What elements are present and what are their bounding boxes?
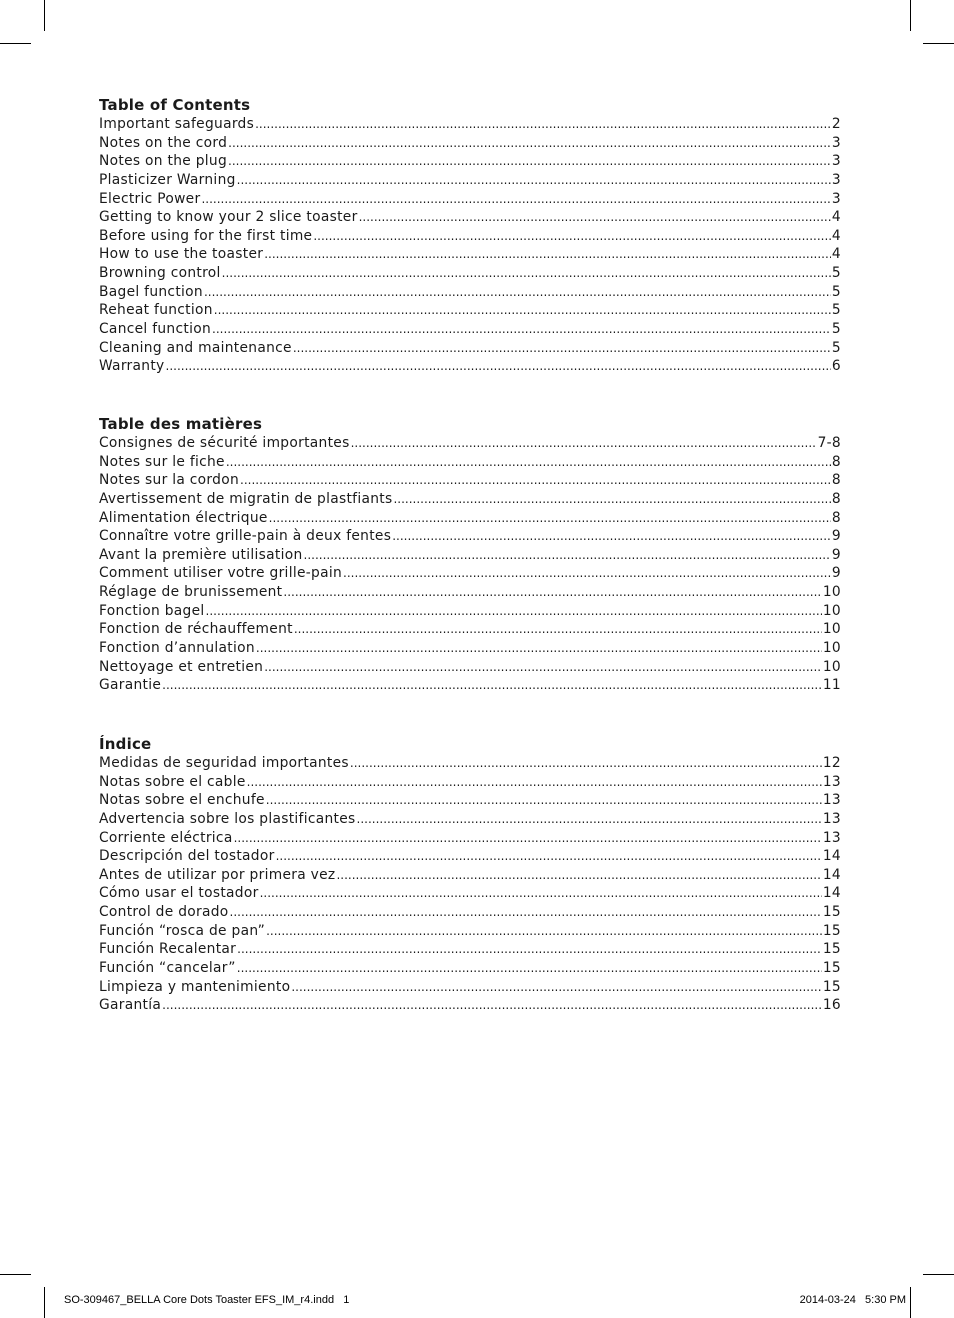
crop-mark-bottom-left-horizontal — [0, 1274, 31, 1275]
toc-entry — [99, 546, 841, 565]
toc-entry — [99, 810, 841, 829]
toc-entry-page-number: 8 — [831, 490, 841, 507]
toc-entry — [99, 884, 841, 903]
dot-leader — [237, 940, 822, 959]
toc-entry-page-number: 10 — [822, 602, 841, 619]
toc-entry-title: Función Recalentar — [99, 941, 237, 958]
toc-entry-title: Medidas de seguridad importantes — [99, 755, 349, 771]
dot-leader — [260, 884, 822, 903]
toc-entry — [99, 471, 841, 490]
toc-entry-page-number: 10 — [822, 640, 841, 657]
toc-entry — [99, 959, 841, 978]
dot-leader — [336, 866, 821, 885]
toc-entry — [99, 773, 841, 792]
toc-entry — [99, 564, 841, 583]
toc-entry-title: Notes on the plug — [99, 153, 228, 170]
toc-entry — [99, 190, 841, 209]
dot-leader — [162, 996, 822, 1015]
toc-entry-title: Cancel function — [99, 321, 211, 338]
toc-entry-page-number: 5 — [831, 302, 841, 319]
dot-leader — [393, 490, 830, 509]
toc-entry — [99, 527, 841, 546]
toc-entry-title: Cleaning and maintenance — [99, 339, 292, 356]
toc-entry-page-number: 15 — [822, 978, 841, 995]
toc-section-french — [99, 414, 841, 695]
toc-entry — [99, 940, 841, 959]
toc-entry-page-number: 6 — [831, 358, 841, 375]
toc-entry-page-number: 9 — [831, 528, 841, 545]
dot-leader — [359, 208, 831, 227]
toc-entry-page-number: 9 — [831, 546, 841, 563]
toc-entry — [99, 620, 841, 639]
toc-entry-page-number: 15 — [822, 960, 841, 977]
dot-leader — [228, 152, 831, 171]
toc-entry-title: Connaître votre grille-pain à deux fentes — [99, 528, 392, 545]
dot-leader — [212, 320, 831, 339]
toc-entry-title: Important safeguards — [99, 116, 255, 132]
dot-leader — [240, 471, 831, 490]
toc-entry-title: Fonction bagel — [99, 602, 205, 619]
toc-entry — [99, 453, 841, 472]
toc-entry-page-number: 14 — [822, 848, 841, 865]
toc-entry — [99, 339, 841, 358]
toc-entry-title: Garantie — [99, 677, 162, 694]
crop-mark-bottom-right-vertical — [910, 1287, 911, 1318]
toc-entry-page-number: 8 — [831, 453, 841, 470]
dot-leader — [276, 847, 822, 866]
toc-list — [99, 754, 841, 1015]
toc-section-spanish — [99, 734, 841, 1015]
section-heading: Table of Contents — [99, 96, 251, 114]
toc-entry-page-number: 7-8 — [817, 435, 841, 451]
toc-entry — [99, 996, 841, 1015]
toc-entry-title: Control de dorado — [99, 904, 229, 921]
toc-entry-page-number: 5 — [831, 339, 841, 356]
dot-leader — [293, 339, 831, 358]
toc-entry — [99, 978, 841, 997]
toc-entry — [99, 227, 841, 246]
toc-entry-page-number: 16 — [822, 997, 841, 1014]
toc-entry — [99, 602, 841, 621]
print-timestamp: 2014-03-24 5:30 PM — [799, 1294, 906, 1306]
toc-entry-title: Alimentation électrique — [99, 509, 268, 526]
toc-entry-title: Warranty — [99, 358, 165, 375]
toc-entry-page-number: 13 — [822, 792, 841, 809]
toc-entry-page-number: 4 — [831, 227, 841, 244]
toc-entry — [99, 829, 841, 848]
toc-entry-page-number: 3 — [831, 153, 841, 170]
toc-entry-page-number: 10 — [822, 584, 841, 601]
toc-list — [99, 434, 841, 695]
toc-entry-title: Corriente eléctrica — [99, 829, 233, 846]
dot-leader — [266, 922, 822, 941]
toc-entry-page-number: 4 — [831, 209, 841, 226]
dot-leader — [269, 509, 831, 528]
dot-leader — [237, 959, 822, 978]
toc-entry — [99, 264, 841, 283]
toc-entry — [99, 754, 841, 773]
toc-entry — [99, 490, 841, 509]
toc-entry-page-number: 8 — [831, 472, 841, 489]
crop-mark-bottom-right-horizontal — [923, 1274, 954, 1275]
toc-entry-title: Fonction de réchauffement — [99, 621, 293, 638]
toc-entry-title: Función “rosca de pan” — [99, 922, 266, 939]
toc-entry — [99, 357, 841, 376]
dot-leader — [230, 903, 822, 922]
dot-leader — [343, 564, 831, 583]
dot-leader — [291, 978, 822, 997]
toc-entry — [99, 115, 841, 134]
toc-entry-title: Browning control — [99, 265, 221, 282]
toc-entry-title: Notes sur le fiche — [99, 453, 225, 470]
toc-entry-title: Notes sur la cordon — [99, 472, 239, 489]
dot-leader — [206, 602, 822, 621]
toc-entry — [99, 922, 841, 941]
dot-leader — [228, 134, 831, 153]
toc-entry-title: Réglage de brunissement — [99, 584, 283, 601]
toc-entry-title: Antes de utilizar por primera vez — [99, 866, 336, 883]
toc-entry — [99, 866, 841, 885]
dot-leader — [351, 434, 817, 453]
toc-entry-title: Cómo usar el tostador — [99, 885, 259, 902]
toc-entry-title: Plasticizer Warning — [99, 171, 236, 188]
toc-entry-page-number: 9 — [831, 565, 841, 582]
toc-entry-title: Fonction d’annulation — [99, 640, 255, 657]
toc-entry-page-number: 13 — [822, 829, 841, 846]
dot-leader — [255, 115, 831, 134]
toc-entry-title: Limpieza y mantenimiento — [99, 978, 291, 995]
section-heading: Table des matières — [99, 415, 263, 433]
toc-entry — [99, 152, 841, 171]
toc-entry-page-number: 4 — [831, 246, 841, 263]
dot-leader — [166, 357, 831, 376]
dot-leader — [226, 453, 831, 472]
dot-leader — [264, 245, 831, 264]
toc-entry-title: Nettoyage et entretien — [99, 658, 264, 675]
dot-leader — [264, 658, 822, 677]
toc-entry-page-number: 14 — [822, 885, 841, 902]
crop-mark-bottom-left-vertical — [44, 1287, 45, 1318]
toc-entry-title: Notes on the cord — [99, 134, 228, 151]
crop-mark-top-right-horizontal — [923, 43, 954, 44]
toc-entry-page-number: 14 — [822, 866, 841, 883]
dot-leader — [162, 676, 822, 695]
toc-entry-page-number: 15 — [822, 904, 841, 921]
toc-entry-page-number: 5 — [831, 265, 841, 282]
toc-entry — [99, 245, 841, 264]
toc-entry — [99, 283, 841, 302]
toc-entry-title: Comment utiliser votre grille-pain — [99, 565, 343, 582]
toc-entry — [99, 171, 841, 190]
toc-entry-title: Reheat function — [99, 302, 213, 319]
toc-entry — [99, 847, 841, 866]
toc-entry-page-number: 15 — [822, 941, 841, 958]
dot-leader — [256, 639, 822, 658]
toc-entry-title: Advertencia sobre los plastificantes — [99, 810, 356, 827]
dot-leader — [350, 754, 822, 773]
crop-mark-top-left-vertical — [44, 0, 45, 31]
dot-leader — [237, 171, 831, 190]
dot-leader — [247, 773, 822, 792]
toc-entry-title: Electric Power — [99, 190, 201, 207]
toc-entry — [99, 509, 841, 528]
toc-entry-page-number: 2 — [831, 116, 841, 132]
toc-entry-page-number: 12 — [822, 755, 841, 771]
toc-entry-page-number: 13 — [822, 773, 841, 790]
toc-entry-page-number: 10 — [822, 621, 841, 638]
toc-entry — [99, 903, 841, 922]
toc-list — [99, 115, 841, 376]
crop-mark-top-left-horizontal — [0, 43, 31, 44]
toc-entry-title: How to use the toaster — [99, 246, 264, 263]
print-file-slug: SO-309467_BELLA Core Dots Toaster EFS_IM_r4.indd 1 — [64, 1294, 350, 1306]
toc-entry-page-number: 3 — [831, 134, 841, 151]
toc-entry — [99, 676, 841, 695]
dot-leader — [204, 283, 831, 302]
toc-entry-page-number: 10 — [822, 658, 841, 675]
dot-leader — [294, 620, 822, 639]
dot-leader — [222, 264, 831, 283]
dot-leader — [201, 190, 830, 209]
toc-entry — [99, 791, 841, 810]
dot-leader — [313, 227, 831, 246]
toc-entry — [99, 134, 841, 153]
toc-entry-page-number: 5 — [831, 283, 841, 300]
toc-entry-title: Bagel function — [99, 283, 203, 300]
toc-entry — [99, 434, 841, 453]
dot-leader — [304, 546, 831, 565]
toc-entry-title: Notas sobre el cable — [99, 773, 246, 790]
toc-entry-title: Notas sobre el enchufe — [99, 792, 265, 809]
section-heading: Índice — [99, 735, 152, 753]
dot-leader — [357, 810, 822, 829]
toc-entry — [99, 320, 841, 339]
toc-entry-title: Consignes de sécurité importantes — [99, 435, 350, 451]
toc-section-english — [99, 95, 841, 376]
toc-entry — [99, 639, 841, 658]
toc-entry-page-number: 15 — [822, 922, 841, 939]
toc-entry-page-number: 8 — [831, 509, 841, 526]
dot-leader — [283, 583, 821, 602]
toc-entry-title: Avant la première utilisation — [99, 546, 303, 563]
dot-leader — [266, 791, 822, 810]
dot-leader — [392, 527, 831, 546]
toc-entry — [99, 658, 841, 677]
toc-entry — [99, 583, 841, 602]
dot-leader — [214, 301, 831, 320]
toc-entry-page-number: 11 — [822, 677, 841, 694]
toc-entry-title: Getting to know your 2 slice toaster — [99, 209, 358, 226]
toc-entry — [99, 301, 841, 320]
toc-entry-title: Garantía — [99, 997, 162, 1014]
toc-entry-title: Función “cancelar” — [99, 960, 236, 977]
toc-entry-title: Avertissement de migratin de plastfiants — [99, 490, 393, 507]
dot-leader — [234, 829, 822, 848]
crop-mark-top-right-vertical — [910, 0, 911, 31]
toc-entry-title: Descripción del tostador — [99, 848, 275, 865]
toc-entry-page-number: 13 — [822, 810, 841, 827]
toc-entry — [99, 208, 841, 227]
toc-entry-page-number: 3 — [831, 171, 841, 188]
toc-entry-page-number: 3 — [831, 190, 841, 207]
toc-entry-title: Before using for the first time — [99, 227, 313, 244]
toc-entry-page-number: 5 — [831, 321, 841, 338]
